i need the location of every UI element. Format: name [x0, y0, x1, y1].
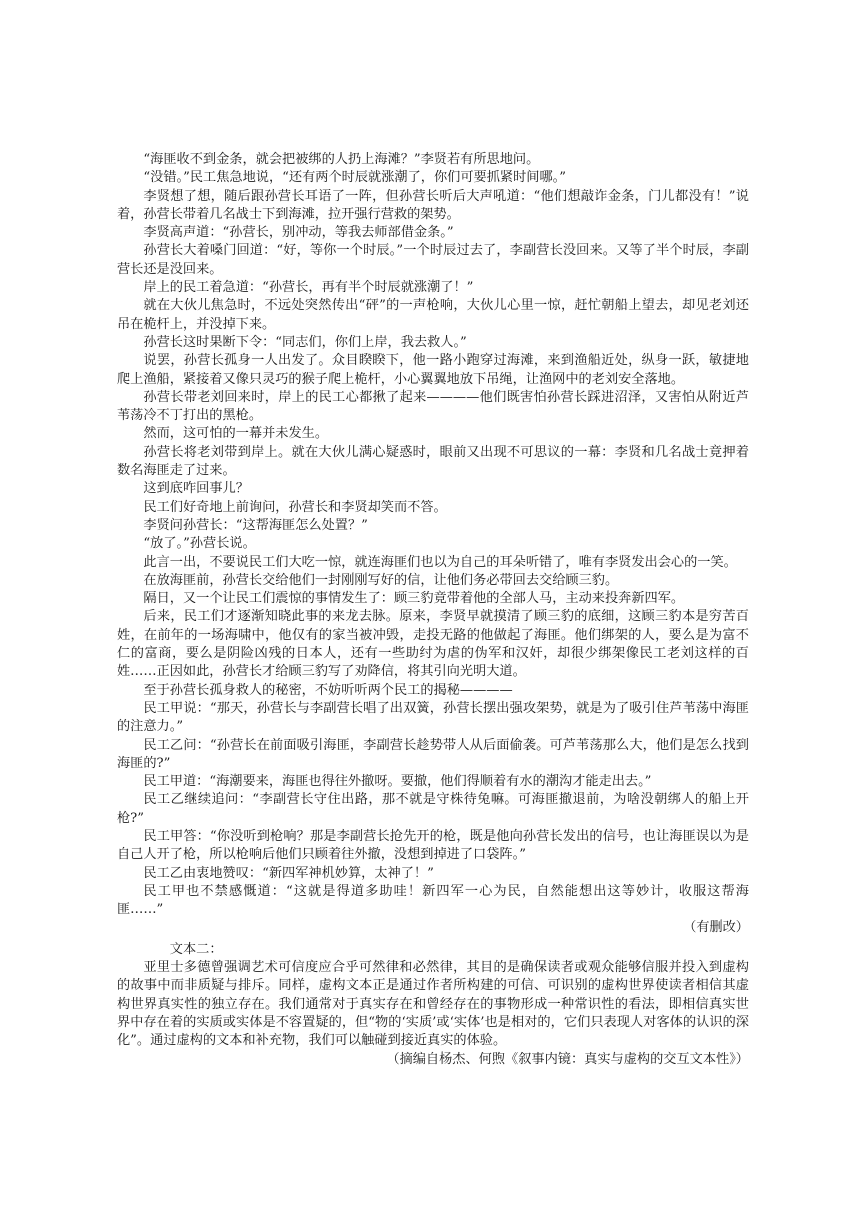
paragraph: 民工乙问：“孙营长在前面吸引海匪，李副营长趁势带人从后面偷袭。可芦苇荡那么大，他们是怎么找到海匪的?”: [117, 737, 749, 771]
paragraph: 孙营长这时果断下令：“同志们，你们上岸，我去救人。”: [143, 334, 467, 350]
paragraph: 民工甲也不禁感慨道：“这就是得道多助哇！新四军一心为民，自然能想出这等妙计，收服这帮海匪……”: [117, 883, 749, 918]
text-one-body: [117, 151, 749, 919]
paragraph: 此言一出，不要说民工们大吃一惊，就连海匪们也以为自己的耳朵听错了，唯有李贤发出会心的一笑。: [143, 554, 737, 570]
paragraph: 后来，民工们才逐渐知晓此事的来龙去脉。原来，李贤早就摸清了顾三豹的底细，这顾三豹本是穷苦百姓，在前年的一场海啸中，他仅有的家当被冲毁，走投无路的他做起了海匪。他们绑架的人，要么是为富不仁的富商，要么是阴险凶残的日本人，还有一些助纣为虐的伪军和汉奸，却很少绑架像民工老刘这样的百姓……正因如此，孙营长才给顾三豹写了劝降信，将其引向光明大道。: [117, 609, 749, 680]
paragraph: 民工乙继续追问：“李副营长守住出路，那不就是守株待兔嘛。可海匪撤退前，为啥没朝绑人的船上开枪?”: [117, 792, 749, 826]
paragraph: 孙营长大着嗓门回道：“好，等你一个时辰。”一个时辰过去了，李副营长没回来。又等了半个时辰，李副营长还是没回来。: [117, 243, 749, 277]
paragraph: 李贤问孙营长：“这帮海匪怎么处置？”: [143, 517, 368, 533]
paragraph: 隔日，又一个让民工们震惊的事情发生了：顾三豹竟带着他的全部人马，主动来投奔新四军。: [143, 591, 685, 607]
paragraph: 至于孙营长孤身救人的秘密，不妨听听两个民工的揭秘————: [143, 682, 513, 698]
paragraph: 在放海匪前，孙营长交给他们一封刚刚写好的信，让他们务必带回去交给顾三豹。: [143, 572, 619, 588]
paragraph: “放了。”孙营长说。: [143, 536, 256, 552]
document-page: [117, 151, 749, 1069]
paragraph: “没错。”民工焦急地说，“还有两个时辰就涨潮了，你们可要抓紧时间哪。”: [143, 170, 566, 186]
text-two-heading: 文本二：: [169, 941, 223, 957]
paragraph: 孙营长将老刘带到岸上。就在大伙儿满心疑惑时，眼前又出现不可思议的一幕：李贤和几名战士竟押着数名海匪走了过来。: [117, 444, 749, 479]
text-two-source: （摘编自杨杰、何煦《叙事内镜：真实与虚构的交互文本性》）: [386, 1051, 749, 1067]
paragraph: 岸上的民工着急道：“孙营长，再有半个时辰就涨潮了！”: [143, 280, 474, 296]
paragraph: 然而，这可怕的一幕并未发生。: [143, 426, 329, 442]
paragraph: “海匪收不到金条，就会把被绑的人扔上海滩？”李贤若有所思地问。: [143, 152, 540, 167]
paragraph: 就在大伙儿焦急时，不远处突然传出“砰”的一声枪响，大伙儿心里一惊，赶忙朝船上望去，却见老刘还吊在桅杆上，并没掉下来。: [117, 298, 749, 332]
paragraph: 民工乙由衷地赞叹：“新四军神机妙算，太神了！”: [143, 865, 434, 881]
paragraph: 孙营长带老刘回来时，岸上的民工心都揪了起来————他们既害怕孙营长踩进沼泽，又害怕从附近芦苇荡冷不丁打出的黑枪。: [117, 389, 749, 424]
paragraph: 民工们好奇地上前询问，孙营长和李贤却笑而不答。: [143, 499, 447, 515]
paragraph: 民工甲道：“海潮要来，海匪也得往外撤呀。要撤，他们得顺着有水的潮沟才能走出去。”: [143, 774, 652, 790]
paragraph: 民工甲答：“你没听到枪响？那是李副营长抢先开的枪，既是他向孙营长发出的信号，也让海匪误以为是自己人开了枪，所以枪响后他们只顾着往外撤，没想到掉进了口袋阵。”: [117, 828, 749, 863]
text-two-paragraph: 亚里士多德曾强调艺术可信度应合乎可然律和必然律，其目的是确保读者或观众能够信服并投入到虚构的故事中而非质疑与排斥。同样，虚构文本正是通过作者所构建的可信、可识别的虚构世界使读者相信其虚构世界真实性的独立存在。我们通常对于真实存在和曾经存在的事物形成一种常识性的看法，即相信真实世界中存在着的实质或实体是不容置疑的，但“物的‘实质’或‘实体’也是相对的，它们只表现人对客体的认识的深化”。通过虚构的文本和补充物，我们可以触碰到接近真实的体验。: [117, 960, 749, 1049]
paragraph: 民工甲说：“那天，孙营长与李副营长唱了出双簧，孙营长摆出强攻架势，就是为了吸引住芦苇荡中海匪的注意力。”: [117, 700, 749, 735]
paragraph: 这到底咋回事儿？: [143, 481, 249, 497]
edit-note: （有删改）: [683, 920, 749, 936]
paragraph: 说罢，孙营长孤身一人出发了。众目睽睽下，他一路小跑穿过海滩，来到渔船近处，纵身一跃，敏捷地爬上渔船，紧接着又像只灵巧的猴子爬上桅杆，小心翼翼地放下吊绳，让渔网中的老刘安全落地。: [117, 353, 749, 387]
paragraph: 李贤高声道：“孙营长，别冲动，等我去师部借金条。”: [143, 225, 454, 241]
paragraph: 李贤想了想，随后跟孙营长耳语了一阵，但孙营长听后大声吼道：“他们想敲诈金条，门儿都没有！”说着，孙营长带着几名战士下到海滩，拉开强行营救的架势。: [117, 188, 749, 222]
